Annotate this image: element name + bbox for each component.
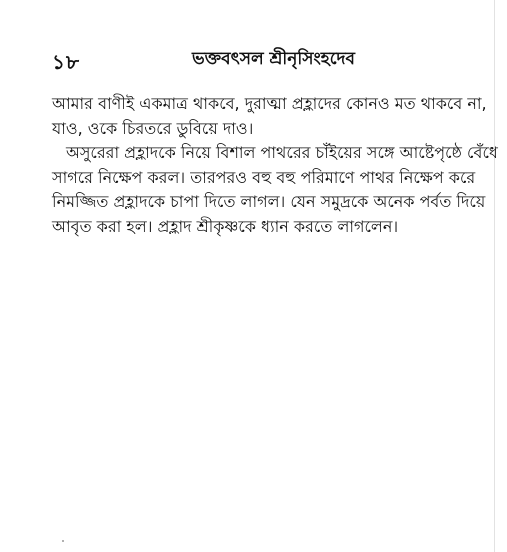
scan-edge-line <box>494 0 495 552</box>
scan-speck <box>62 540 64 542</box>
text-line: অসুরেরা প্রহ্লাদকে নিয়ে বিশাল পাথরের চাঁইয়ের সঙ্গে আষ্টেপৃষ্ঠে বেঁধে <box>66 143 498 162</box>
paragraph-1 <box>52 92 487 141</box>
text-line: সাগরে নিক্ষেপ করল। তারপরও বহু বহু পরিমাণে পাথর নিক্ষেপ করে <box>52 167 476 187</box>
body-text <box>52 92 498 239</box>
text-line: নিমজ্জিত প্রহ্লাদকে চাপা দিতে লাগল। যেন সমুদ্রকে অনেক পর্বত দিয়ে <box>52 192 486 211</box>
paragraph-2 <box>52 141 498 239</box>
page-header <box>52 46 452 74</box>
text-line: আমার বাণীই একমাত্র থাকবে, দুরাত্মা প্রহ্লাদের কোনও মত থাকবে না, <box>52 94 487 113</box>
text-line: আবৃত করা হল। প্রহ্লাদ শ্রীকৃষ্ণকে ধ্যান করতে লাগলেন। <box>52 216 399 236</box>
text-line: যাও, ওকে চিরতরে ডুবিয়ে দাও। <box>52 118 254 138</box>
page-number: ১৮ <box>52 50 80 74</box>
running-title: ভক্তবৎসল শ্রীনৃসিংহদেব <box>192 49 355 69</box>
